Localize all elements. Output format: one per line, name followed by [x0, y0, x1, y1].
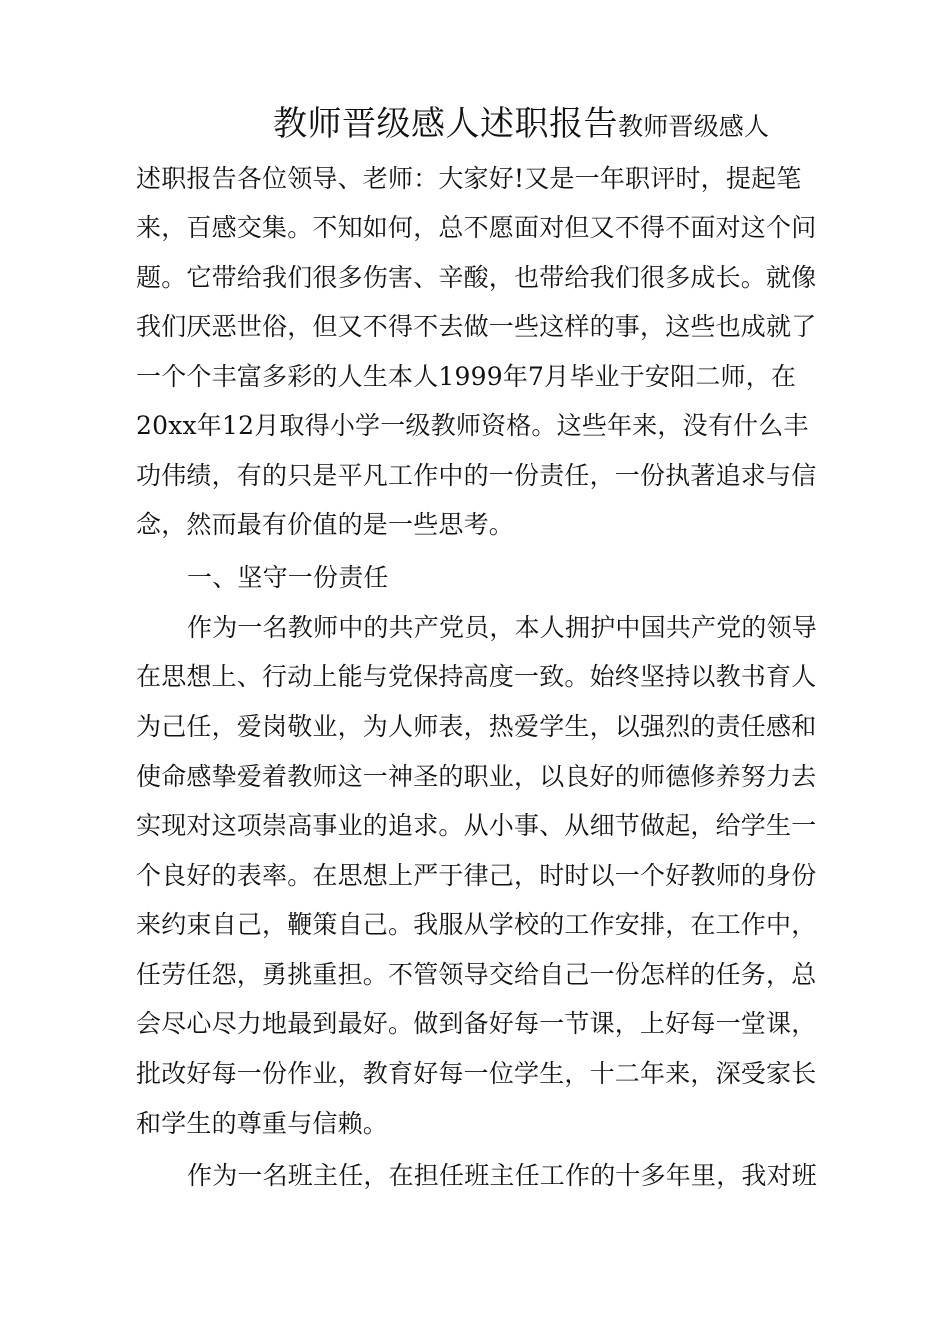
text-line: 批改好每一份作业，教育好每一位学生，十二年来，深受家长	[136, 1059, 817, 1088]
text-line: 念，然而最有价值的是一些思考。	[136, 510, 515, 539]
text-line: 和学生的尊重与信赖。	[136, 1109, 389, 1138]
section-heading: 一、坚守一份责任	[187, 563, 389, 592]
text-line: 在思想上、行动上能与党保持高度一致。始终坚持以教书育人	[136, 662, 817, 691]
text-line: 一个个丰富多彩的人生本人1999年7月毕业于安阳二师，在	[136, 362, 797, 391]
text-line: 20xx年12月取得小学一级教师资格。这些年来，没有什么丰	[136, 411, 809, 440]
document-title: 教师晋级感人述职报告	[273, 104, 618, 144]
text-line: 为己任，爱岗敬业，为人师表，热爱学生，以强烈的责任感和	[136, 712, 817, 741]
text-line: 题。它带给我们很多伤害、辛酸，也带给我们很多成长。就像	[136, 263, 817, 292]
title-tail-text: 教师晋级感人	[618, 112, 770, 141]
text-line: 实现对这项崇高事业的追求。从小事、从细节做起，给学生一	[136, 811, 817, 840]
text-line: 会尽心尽力地最到最好。做到备好每一节课，上好每一堂课，	[136, 1009, 817, 1038]
text-line: 功伟绩，有的只是平凡工作中的一份责任，一份执著追求与信	[136, 461, 817, 490]
text-line: 使命感挚爱着教师这一神圣的职业，以良好的师德修养努力去	[136, 762, 817, 791]
text-line: 我们厌恶世俗，但又不得不去做一些这样的事，这些也成就了	[136, 312, 817, 341]
text-line: 来约束自己，鞭策自己。我服从学校的工作安排，在工作中，	[136, 910, 817, 939]
text-line: 作为一名教师中的共产党员，本人拥护中国共产党的领导	[187, 613, 818, 642]
text-line: 任劳任怨，勇挑重担。不管领导交给自己一份怎样的任务，总	[136, 960, 817, 989]
text-line: 述职报告各位领导、老师：大家好!又是一年职评时，提起笔	[136, 164, 802, 193]
text-line: 来，百感交集。不知如何，总不愿面对但又不得不面对这个问	[136, 213, 817, 242]
text-line: 个良好的表率。在思想上严于律己，时时以一个好教师的身份	[136, 861, 817, 890]
text-line: 作为一名班主任，在担任班主任工作的十多年里，我对班	[187, 1161, 818, 1190]
title-line	[273, 100, 769, 151]
